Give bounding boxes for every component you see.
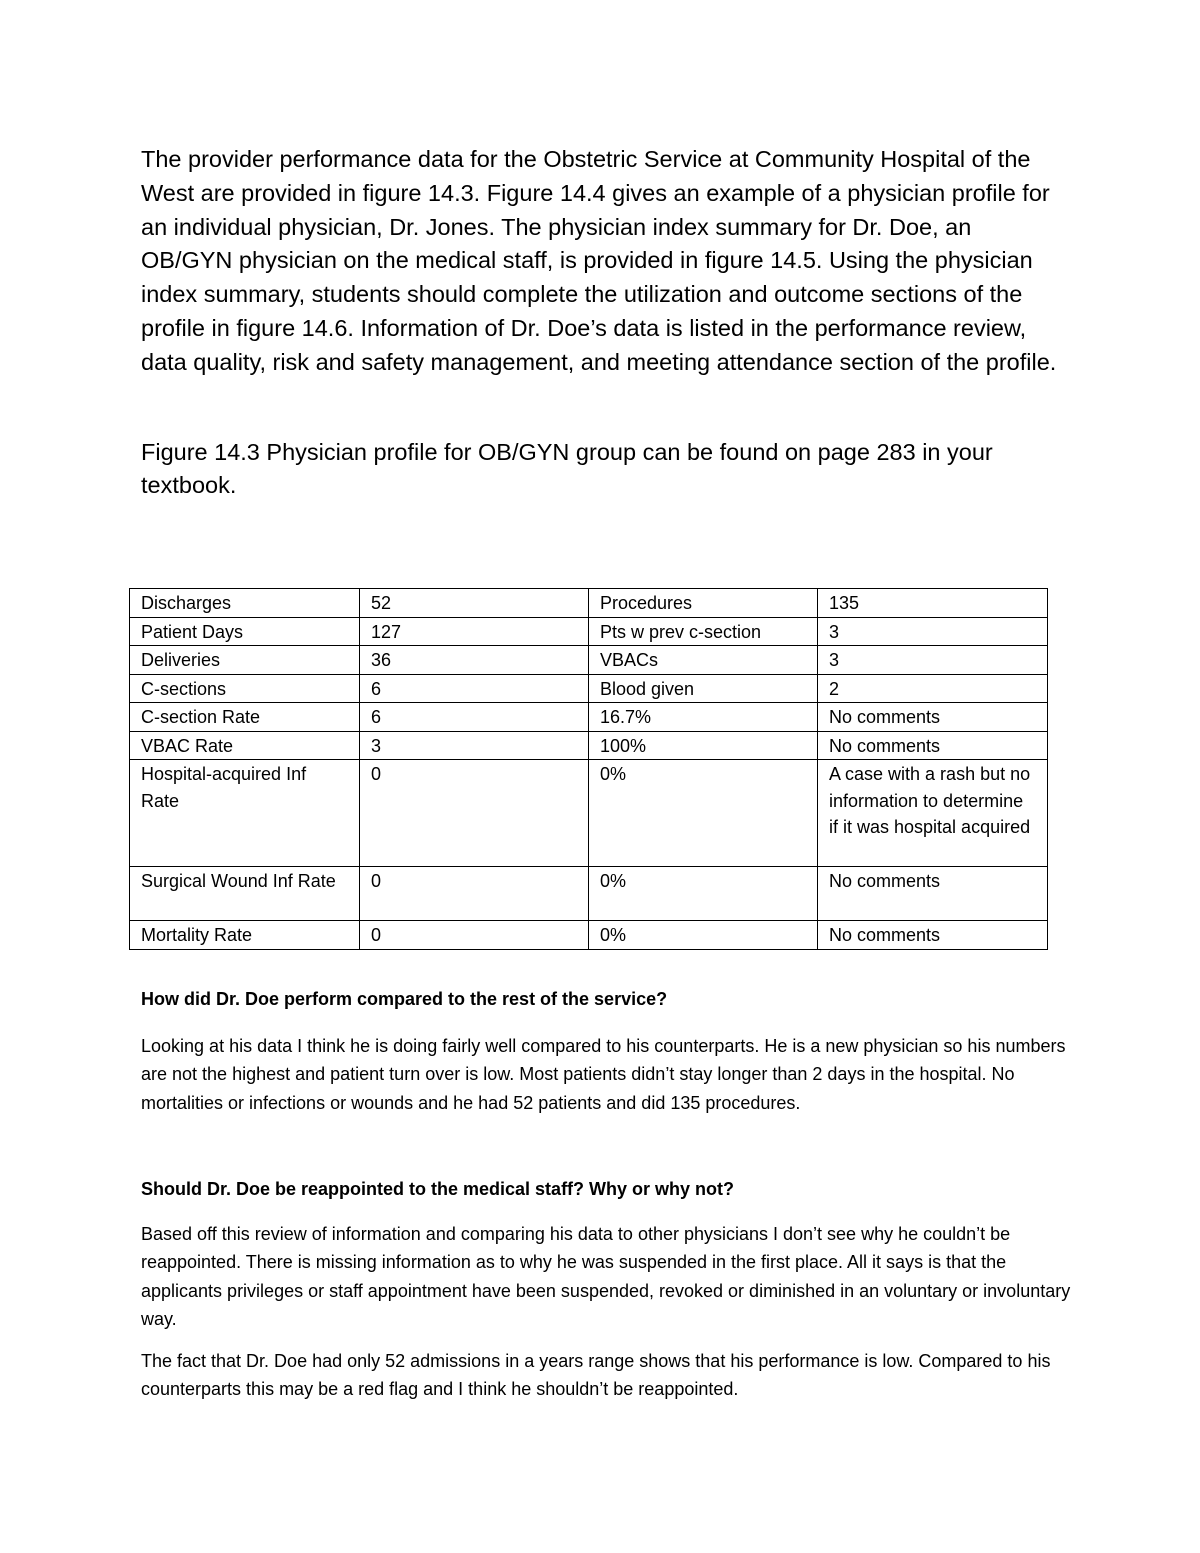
table-cell: 6 bbox=[360, 703, 589, 732]
table-cell: Surgical Wound Inf Rate bbox=[130, 867, 360, 921]
table-row bbox=[130, 617, 1048, 646]
table-cell: 6 bbox=[360, 674, 589, 703]
table-cell: 0 bbox=[360, 921, 589, 950]
table-row bbox=[130, 867, 1048, 921]
table-row bbox=[130, 674, 1048, 703]
table-cell: VBACs bbox=[589, 646, 818, 675]
answer-paragraph: The fact that Dr. Doe had only 52 admissions in a years range shows that his performance is low. Compared to his counterparts this may be a red flag and I think he shouldn’t be reappointed. bbox=[141, 1351, 1051, 1400]
table-cell: Blood given bbox=[589, 674, 818, 703]
figure-note: Figure 14.3 Physician profile for OB/GYN group can be found on page 283 in your textbook. bbox=[141, 439, 993, 498]
intro-paragraph: The provider performance data for the Obstetric Service at Community Hospital of the West are provided in figure 14.3. Figure 14.4 gives an example of a physician profile for an individual physician, Dr. Jones. The physician index summary for Dr. Doe, an OB/GYN physician on the medical staff, is provided in figure 14.5. Using the physician index summary, students should complete the utilization and outcome sections of the profile in figure 14.6. Information of Dr. Doe’s data is listed in the performance review, data quality, risk and safety management, and meeting attendance section of the profile. bbox=[141, 146, 1057, 375]
table-cell: 0% bbox=[589, 867, 818, 921]
table-cell: 100% bbox=[589, 731, 818, 760]
question-heading: Should Dr. Doe be reappointed to the medical staff? Why or why not? bbox=[141, 1179, 735, 1199]
table-cell: 0 bbox=[360, 867, 589, 921]
table-cell: Discharges bbox=[130, 589, 360, 618]
table-cell: 127 bbox=[360, 617, 589, 646]
table-cell: 0% bbox=[589, 760, 818, 867]
table-cell: Pts w prev c-section bbox=[589, 617, 818, 646]
table-cell: VBAC Rate bbox=[130, 731, 360, 760]
table-cell: Procedures bbox=[589, 589, 818, 618]
table-cell: Mortality Rate bbox=[130, 921, 360, 950]
table-row bbox=[130, 731, 1048, 760]
table-cell: No comments bbox=[818, 731, 1048, 760]
table-row bbox=[130, 646, 1048, 675]
table-cell: Patient Days bbox=[130, 617, 360, 646]
table-cell: 3 bbox=[360, 731, 589, 760]
question-block-performance bbox=[141, 986, 1071, 1117]
table-cell: A case with a rash but no information to determine if it was hospital acquired bbox=[818, 760, 1048, 867]
table-cell: 52 bbox=[360, 589, 589, 618]
table-cell: Hospital-acquired Inf Rate bbox=[130, 760, 360, 867]
table-row bbox=[130, 703, 1048, 732]
table-cell: 0% bbox=[589, 921, 818, 950]
table-cell: 16.7% bbox=[589, 703, 818, 732]
answer-paragraph: Looking at his data I think he is doing fairly well compared to his counterparts. He is a new physician so his numbers are not the highest and patient turn over is low. Most patients didn’t stay longer than 2 days in the hospital. No mortalities or infections or wounds and he had 52 patients and did 135 procedures. bbox=[141, 1036, 1066, 1113]
table-cell: C-section Rate bbox=[130, 703, 360, 732]
table-cell: No comments bbox=[818, 867, 1048, 921]
physician-index-table bbox=[129, 588, 1048, 950]
table-cell: Deliveries bbox=[130, 646, 360, 675]
table-cell: 2 bbox=[818, 674, 1048, 703]
table-row bbox=[130, 760, 1048, 867]
table-row bbox=[130, 921, 1048, 950]
table-cell: 135 bbox=[818, 589, 1048, 618]
table-cell: No comments bbox=[818, 921, 1048, 950]
table-cell: C-sections bbox=[130, 674, 360, 703]
answer-paragraph: Based off this review of information and comparing his data to other physicians I don’t see why he couldn’t be reappointed. There is missing information as to why he was suspended in the first place. All it says is that the applicants privileges or staff appointment have been suspended, revoked or diminished in an voluntary or involuntary way. bbox=[141, 1224, 1071, 1329]
table-cell: No comments bbox=[818, 703, 1048, 732]
table-cell: 3 bbox=[818, 646, 1048, 675]
table-row bbox=[130, 589, 1048, 618]
question-heading: How did Dr. Doe perform compared to the rest of the service? bbox=[141, 989, 668, 1009]
question-block-reappointment bbox=[141, 1176, 1071, 1404]
table-cell: 36 bbox=[360, 646, 589, 675]
table-cell: 0 bbox=[360, 760, 589, 867]
table-cell: 3 bbox=[818, 617, 1048, 646]
